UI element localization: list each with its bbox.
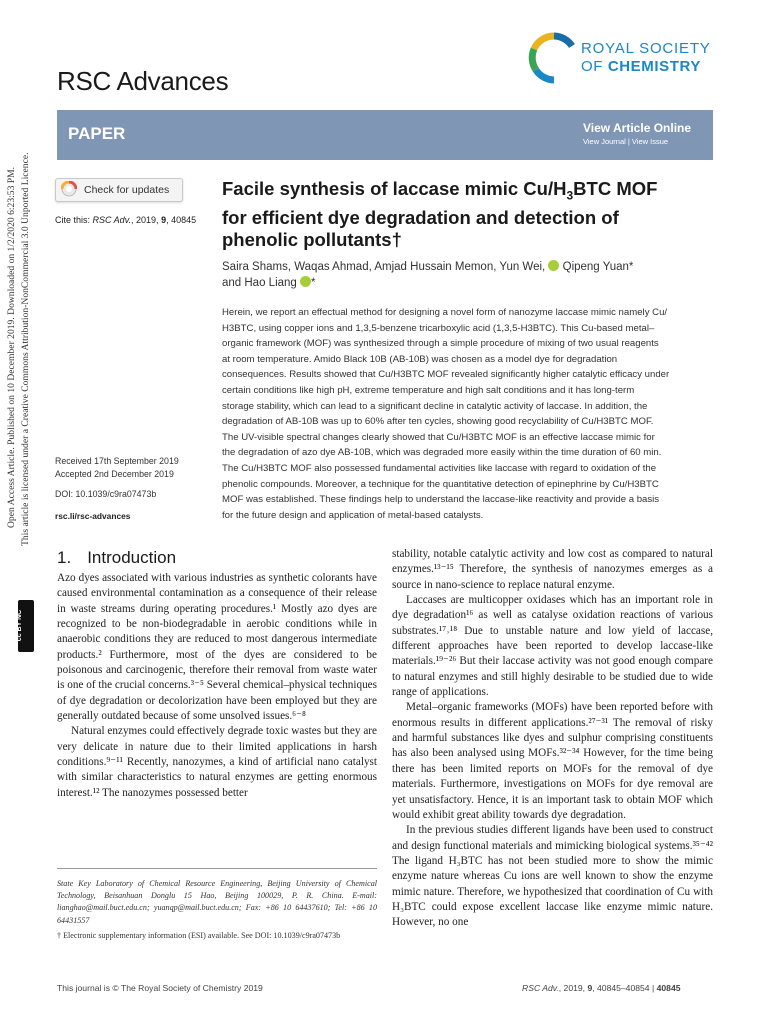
orcid-icon[interactable] — [548, 260, 559, 271]
check-for-updates-label: Check for updates — [84, 184, 170, 196]
paragraph: Azo dyes associated with various industries as synthetic colorants have caused environmental contamination as a consequence of their release in waste streams during operating procedures.¹ Mostly azo dyes are recognized to be non-biodegradable in aerobic conditions while in anaerobic conditions they are reduced to most dangerous intermediate products.² Furthermore, most of the dyes are considered to be poisonous and carcinogenic, therefore their removal from waste water is one of the crucial concerns.³⁻⁵ Several chemical–physical techniques of dye degradation or decolorization have been employed but they are generally outdated because of some unsolved issues.⁶⁻⁸ — [57, 572, 377, 723]
page-footer: RSC Adv., 2019, 9, 40845–40854 | 40845 — [522, 983, 681, 993]
section-heading: 1. Introduction — [57, 548, 177, 567]
article-type-banner — [57, 110, 713, 160]
abstract: Herein, we report an effectual method for designing a novel form of nanozyme laccase mimic namely Cu/ H3BTC, using copper ions and 1,3,5-benzene tricarboxylic acid (1,3,5-H3BTC). This Cu-based metal– organic framework (MOF) was synthesized through a simple procedure of mixing of two usual reagents at room temperature. Amido Black 10B (AB-10B) was chosen as a model dye for degradation consequences. Results showed that Cu/H3BTC MOF revealed significantly higher catalytic efficacy under certain conditions like high pH, extreme temperature and high salt conditions and it has long-term storage stability, which can lead to a significant decline in catalytic activity of laccase. In addition, the degradation of AB-10B was up to 60% after ten cycles, showing good recyclability of Cu/H3BTC MOF. The UV-visible spectral changes clearly showed that Cu/H3BTC MOF is an effective laccase mimic for the degradation of azo dye AB-10B, which was degraded more easily within the time duration of 60 min. The Cu/H3BTC MOF also possessed fundamental activities like laccase with regard to oxidation of the phenolic compounds. Moreover, a technique for the quantitative detection of epinephrine by Cu/H3BTC MOF was established. These findings help to understand the laccase-like reactivity and provide a basis for the future design and application of metal-based catalysts. — [222, 307, 670, 521]
accepted-date: Accepted 2nd December 2019 — [55, 469, 174, 479]
citation: Cite this: RSC Adv., 2019, 9, 40845 — [55, 215, 197, 225]
affiliation-footnote: State Key Laboratory of Chemical Resource Engineering, Beijing University of Chemical Technology, Beisanhuan Donglu 15 Hao, Beijing 100029, P. R. China. E-mail: lianghao@mail.buct.edu.cn; yuanqp@mail.buct.edu.cn; Fax: +86 10 64437610; Tel: +86 10 64431557 — [57, 879, 377, 925]
check-updates-icon — [61, 181, 77, 197]
view-article-online-link[interactable]: View Article Online — [583, 121, 692, 135]
orcid-icon[interactable] — [300, 276, 311, 287]
doi[interactable]: DOI: 10.1039/c9ra07473b — [55, 489, 157, 499]
page-number: 40845 — [656, 983, 681, 993]
article-title: Facile synthesis of laccase mimic $Cu/H_3BTC$ MOF for efficient dye degradation and detection of phenolic pollutants† — [222, 178, 658, 250]
esi-footnote: † Electronic supplementary information (ESI) available. See DOI: 10.1039/c9ra07473b — [57, 931, 341, 940]
article-type-label: PAPER — [68, 124, 126, 143]
licence-notice[interactable]: This article is licensed under a Creative Commons Attribution-NonCommercial 3.0 Unported Licence. — [20, 152, 31, 546]
publisher-name-line2: OF CHEMISTRY — [581, 58, 701, 75]
paragraph: Metal–organic frameworks (MOFs) have been reported before with enormous results in different applications.²⁷⁻³¹ The removal of risky and harmful substances like dyes and sulphur comprising constituents has also been analysed using MOFs.³²⁻³⁴ However, for the time being there has been limited reports on MOFs for the removal of dye materials. Furthermore, investigations on MOFs for dye removal are yet unsatisfactory. Hence, it is an important task to obtain MOF which would exhibit great ability towards dye degradation. — [392, 701, 713, 821]
cc-by-nc-badge[interactable] — [18, 600, 34, 652]
copyright-footer: This journal is © The Royal Society of Chemistry 2019 — [57, 983, 263, 993]
author-list: Saira Shams, Waqas Ahmad, Amjad Hussain Memon, Yun Wei, Qipeng Yuan* and Hao Liang * — [222, 261, 634, 289]
footnote-divider — [57, 868, 377, 869]
journal-title[interactable]: RSC Advances — [57, 66, 229, 96]
paragraph: stability, notable catalytic activity and low cost as compared to natural enzymes.¹³⁻¹⁵ Therefore, the synthesis of nanozymes emerges as a source in nano-science to replace natural enzyme. — [392, 548, 713, 591]
left-column — [57, 571, 377, 801]
journal-link[interactable]: rsc.li/rsc-advances — [55, 511, 131, 521]
paragraph: Natural enzymes could effectively degrade toxic wastes but they are very delicate in nature due to their limited applications in harsh conditions.⁹⁻¹¹ Recently, nanozymes, a kind of artificial nano catalyst with similar characteristics to natural enzymes are getting enormous interest.¹² The nanozymes possessed better — [57, 725, 377, 799]
publisher-name-line1: ROYAL SOCIETY — [581, 40, 711, 57]
received-date: Received 17th September 2019 — [55, 456, 179, 466]
view-journal-issue-links[interactable]: View Journal | View Issue — [583, 137, 669, 146]
cc-badge-label: cc BY NC — [16, 609, 24, 642]
open-access-notice: Open Access Article. Published on 10 December 2019. Downloaded on 1/2/2020 6:23:53 PM. — [6, 166, 17, 528]
paragraph: Laccases are multicopper oxidases which has an important role in dye degradation¹⁶ as well as catalyse oxidation reactions of various substrates.¹⁷˒¹⁸ Due to unstable nature and low yield of laccase, different approaches have been reported to develop laccase-like materials.¹⁹⁻²⁶ But their laccase activity was not good enough compare to natural enzymes and still highly desirable to be studied due to wide range of applications. — [392, 594, 713, 699]
rsc-logo-icon — [528, 32, 580, 84]
right-column — [392, 547, 713, 931]
paragraph: In the previous studies different ligands have been used to construct and design functional materials and mimicking biological systems.³⁵⁻⁴² The ligand H₃BTC has not been studied more to show the mimic enzyme nature whereas Cu ions are well known to show the enzyme mimic nature. Therefore, we hypothesized that coordination of Cu with H₃BTC could expose excellent laccase like enzyme mimic nature. However, no one — [392, 824, 713, 929]
